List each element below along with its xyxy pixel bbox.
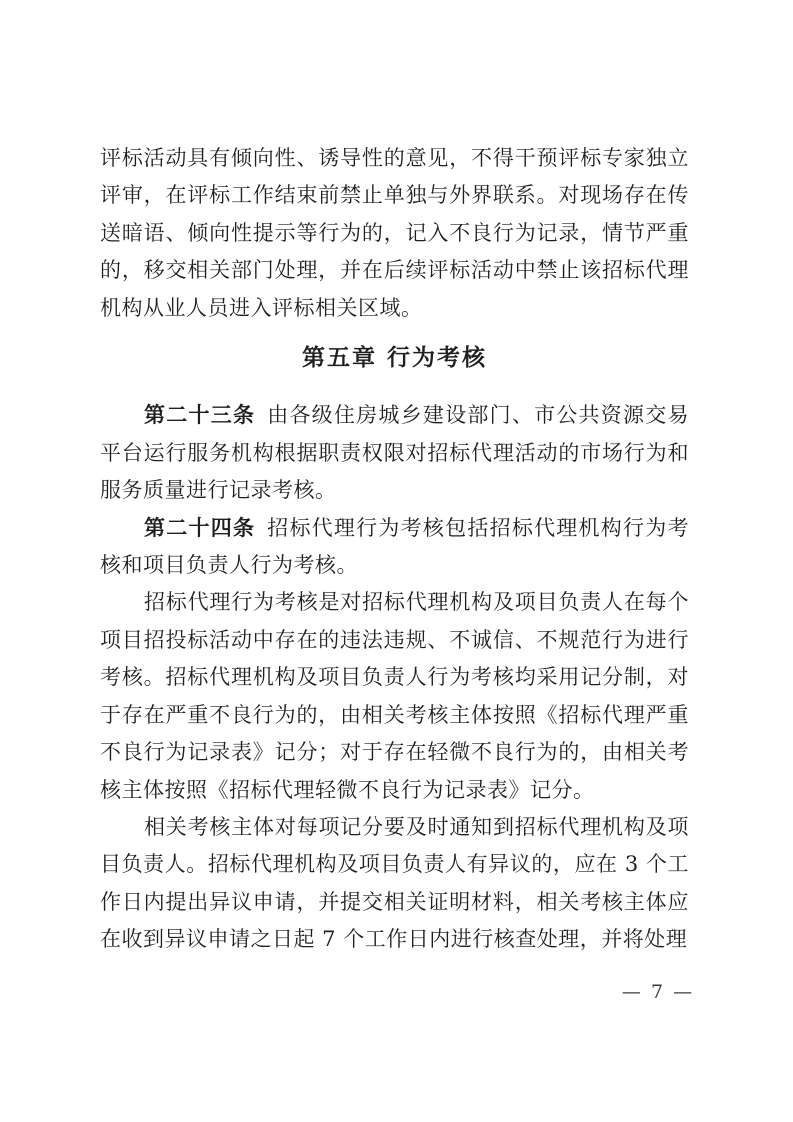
paragraph-scoring-rules: 招标代理行为考核是对招标代理机构及项目负责人在每个项目招投标活动中存在的违法违规、不诚信、不规范行为进行考核。招标代理机构及项目负责人行为考核均采用记分制，对于存在严重不良行为的，由相关考核主体按照《招标代理严重不良行为记录表》记分；对于存在轻微不良行为的，由相关考核主体按照《招标代理轻微不良行为记录表》记分。 <box>100 590 689 802</box>
paragraph-objection-procedure: 相关考核主体对每项记分要及时通知到招标代理机构及项目负责人。招标代理机构及项目负责人有异议的，应在 3 个工作日内提出异议申请，并提交相关证明材料，相关考核主体应在收到异议申请之日起 7 个工作日内进行核查处理，并将处理 <box>100 814 689 952</box>
article-24-text: 招标代理行为考核包括招标代理机构行为考核和项目负责人行为考核。 <box>100 515 690 578</box>
article-24-number: 第二十四条 <box>144 515 256 540</box>
paragraph-article-23 <box>100 397 689 509</box>
paragraph-article-24 <box>100 510 689 585</box>
page-body <box>100 140 689 959</box>
paragraph-continuation: 评标活动具有倾向性、诱导性的意见，不得干预评标专家独立评审，在评标工作结束前禁止单独与外界联系。对现场存在传送暗语、倾向性提示等行为的，记入不良行为记录，情节严重的，移交相关部门处理，并在后续评标活动中禁止该招标代理机构从业人员进入评标相关区域。 <box>100 146 689 320</box>
article-23-text: 由各级住房城乡建设部门、市公共资源交易平台运行服务机构根据职责权限对招标代理活动的市场行为和服务质量进行记录考核。 <box>100 403 690 503</box>
article-23-number: 第二十三条 <box>144 403 256 428</box>
chapter-heading: 第五章 行为考核 <box>301 345 487 372</box>
page-number: — 7 — <box>621 981 695 1003</box>
